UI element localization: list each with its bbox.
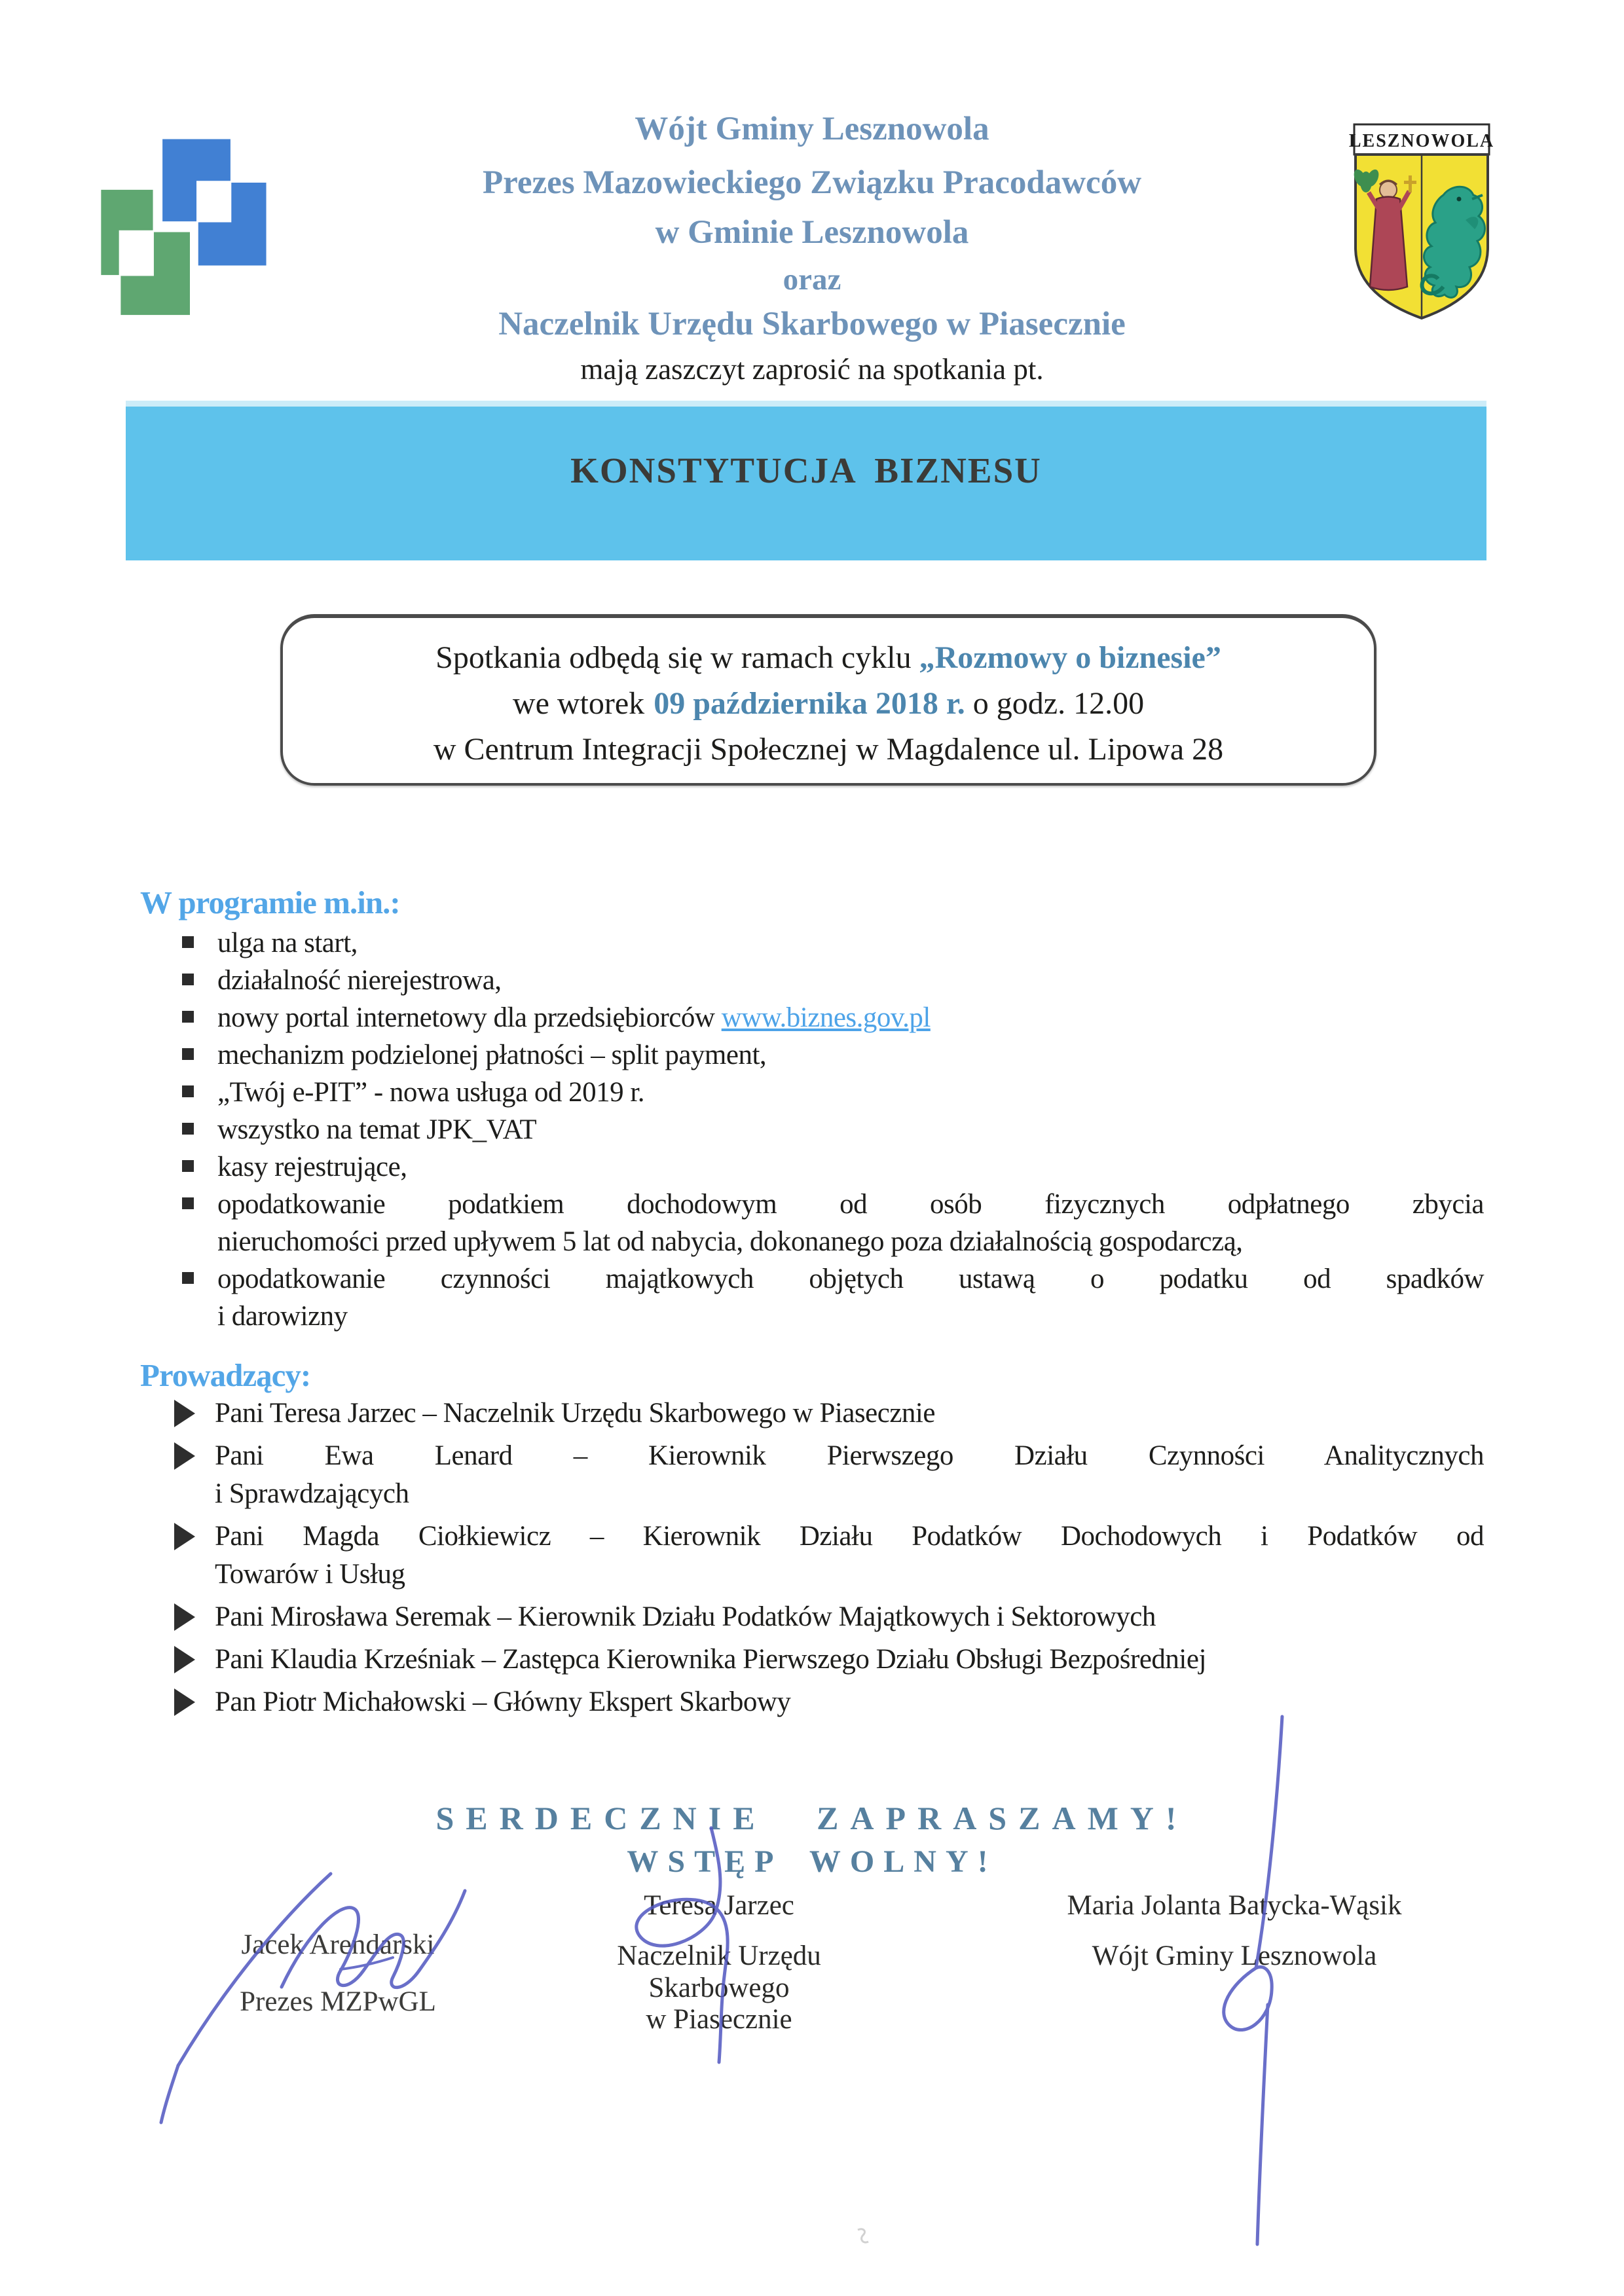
presenters-list (174, 1394, 1484, 1726)
presenter-item-text: Pani Klaudia Krześniak – Zastępca Kierownika Pierwszego Działu Obsługi Bezpośredniej (215, 1644, 1206, 1675)
square-bullet-icon (182, 1123, 194, 1135)
program-item-text: nowy portal internetowy dla przedsiębiorców (217, 1002, 722, 1033)
program-item (181, 1186, 1484, 1260)
program-heading: W programie m.in.: (140, 884, 400, 920)
program-item-text: kasy rejestrujące, (217, 1152, 407, 1182)
program-item-text: „Twój e-PIT” - nowa usługa od 2019 r. (217, 1077, 645, 1108)
program-item (181, 1036, 1484, 1074)
signatory-name: Teresa Jarzec (644, 1890, 794, 1921)
program-item-text: i darowizny (217, 1301, 348, 1332)
invitation-line-2 (283, 681, 1374, 727)
presenter-item (174, 1394, 1484, 1432)
signatory-name: Maria Jolanta Batycka-Wąsik (1067, 1890, 1402, 1921)
presenter-item-text: i Sprawdzających (215, 1478, 409, 1509)
presenter-item (174, 1683, 1484, 1721)
square-bullet-icon (182, 1160, 194, 1172)
invitation-cycle-name: „Rozmowy o biznesie” (919, 640, 1221, 675)
crest-banner-text: LESZNOWOLA (1348, 131, 1495, 151)
presenter-item-text: Towarów i Usług (215, 1559, 405, 1590)
triangle-bullet-icon (174, 1400, 195, 1427)
program-item-text: wszystko na temat JPK_VAT (217, 1114, 537, 1145)
program-list (181, 924, 1484, 1335)
presenter-item-text: Pani Magda Ciołkiewicz – Kierownik Działu Podatków Dochodowych i Podatków od (215, 1521, 1484, 1552)
signatory-role: Naczelnik Urzędu Skarbowego (617, 1941, 821, 2003)
triangle-bullet-icon (174, 1442, 195, 1470)
triangle-bullet-icon (174, 1688, 195, 1716)
presenter-item-text: Pan Piotr Michałowski – Główny Ekspert Skarbowy (215, 1686, 791, 1717)
header-line-oraz: oraz (783, 263, 841, 297)
program-item-text: nieruchomości przed upływem 5 lat od nabycia, dokonanego poza działalnością gospodarczą, (217, 1226, 1243, 1257)
closing-free-entry-line: WSTĘP WOLNY! (627, 1844, 997, 1879)
signatory-name: Jacek Arendarski (241, 1929, 435, 1960)
program-item (181, 1260, 1484, 1335)
title-banner (126, 401, 1486, 560)
program-item-text: ulga na start, (217, 928, 358, 958)
triangle-bullet-icon (174, 1646, 195, 1673)
closing-invite-line: SERDECZNIE ZAPRASZAMY! (435, 1800, 1189, 1836)
header-line-prezes: Prezes Mazowieckiego Związku Pracodawców (482, 164, 1142, 201)
invitation-location: w Centrum Integracji Społecznej w Magdalence ul. Lipowa 28 (433, 732, 1224, 767)
square-bullet-icon (182, 1085, 194, 1097)
presenter-item-text: Pani Teresa Jarzec – Naczelnik Urzędu Skarbowego w Piasecznie (215, 1398, 935, 1429)
program-item-text: działalność nierejestrowa, (217, 965, 502, 996)
signatory-role: Prezes MZPwGL (240, 1986, 436, 2017)
invitation-line-1 (283, 635, 1374, 681)
invitation-day-text: we wtorek (512, 686, 645, 721)
program-item-text: opodatkowanie czynności majątkowych objętych ustawą o podatku od spadków (217, 1264, 1484, 1294)
program-item (181, 924, 1484, 962)
header-line-wojt: Wójt Gminy Lesznowola (635, 111, 989, 147)
square-bullet-icon (182, 974, 194, 985)
invitation-line1-text: Spotkania odbędą się w ramach cyklu (435, 640, 919, 675)
closing-block (0, 1799, 1624, 1880)
invitation-date: 09 października 2018 r. (654, 686, 965, 721)
triangle-bullet-icon (174, 1523, 195, 1550)
triangle-bullet-icon (174, 1603, 195, 1631)
program-item (181, 999, 1484, 1036)
presenter-item (174, 1437, 1484, 1513)
program-item (181, 1111, 1484, 1148)
signature-block-center (555, 1889, 883, 2035)
invitation-box (280, 614, 1376, 786)
invitation-time-text: o godz. 12.00 (965, 686, 1145, 721)
program-item (181, 962, 1484, 999)
document-header (0, 110, 1624, 388)
square-bullet-icon (182, 1048, 194, 1060)
presenter-item (174, 1598, 1484, 1636)
presenter-item (174, 1641, 1484, 1679)
scan-artifact (854, 2225, 874, 2251)
presenter-item-text: Pani Ewa Lenard – Kierownik Pierwszego Działu Czynności Analitycznych (215, 1440, 1484, 1471)
square-bullet-icon (182, 1272, 194, 1284)
signatory-role-line2: w Piasecznie (646, 2004, 792, 2035)
program-item (181, 1074, 1484, 1111)
square-bullet-icon (182, 1011, 194, 1023)
presenter-item (174, 1518, 1484, 1594)
program-item-text: opodatkowanie podatkiem dochodowym od osób fizycznych odpłatnego zbycia (217, 1189, 1484, 1220)
presenters-heading: Prowadzący: (140, 1357, 311, 1393)
program-item (181, 1148, 1484, 1186)
signature-block-left (168, 1929, 508, 2018)
page-title: KONSTYTUCJA BIZNESU (570, 450, 1042, 490)
square-bullet-icon (182, 936, 194, 948)
square-bullet-icon (182, 1197, 194, 1209)
header-line-gmina: w Gminie Lesznowola (655, 214, 969, 251)
signature-block-right (1061, 1889, 1408, 1972)
presenter-item-text: Pani Mirosława Seremak – Kierownik Działu Podatków Majątkowych i Sektorowych (215, 1601, 1156, 1632)
biznes-gov-link[interactable]: www.biznes.gov.pl (721, 1002, 931, 1033)
program-item-text: mechanizm podzielonej płatności – split payment, (217, 1040, 767, 1070)
header-line-invite: mają zaszczyt zaprosić na spotkania pt. (580, 353, 1044, 386)
header-line-naczelnik: Naczelnik Urzędu Skarbowego w Piasecznie (498, 306, 1126, 342)
signatory-role: Wójt Gminy Lesznowola (1092, 1941, 1377, 1971)
